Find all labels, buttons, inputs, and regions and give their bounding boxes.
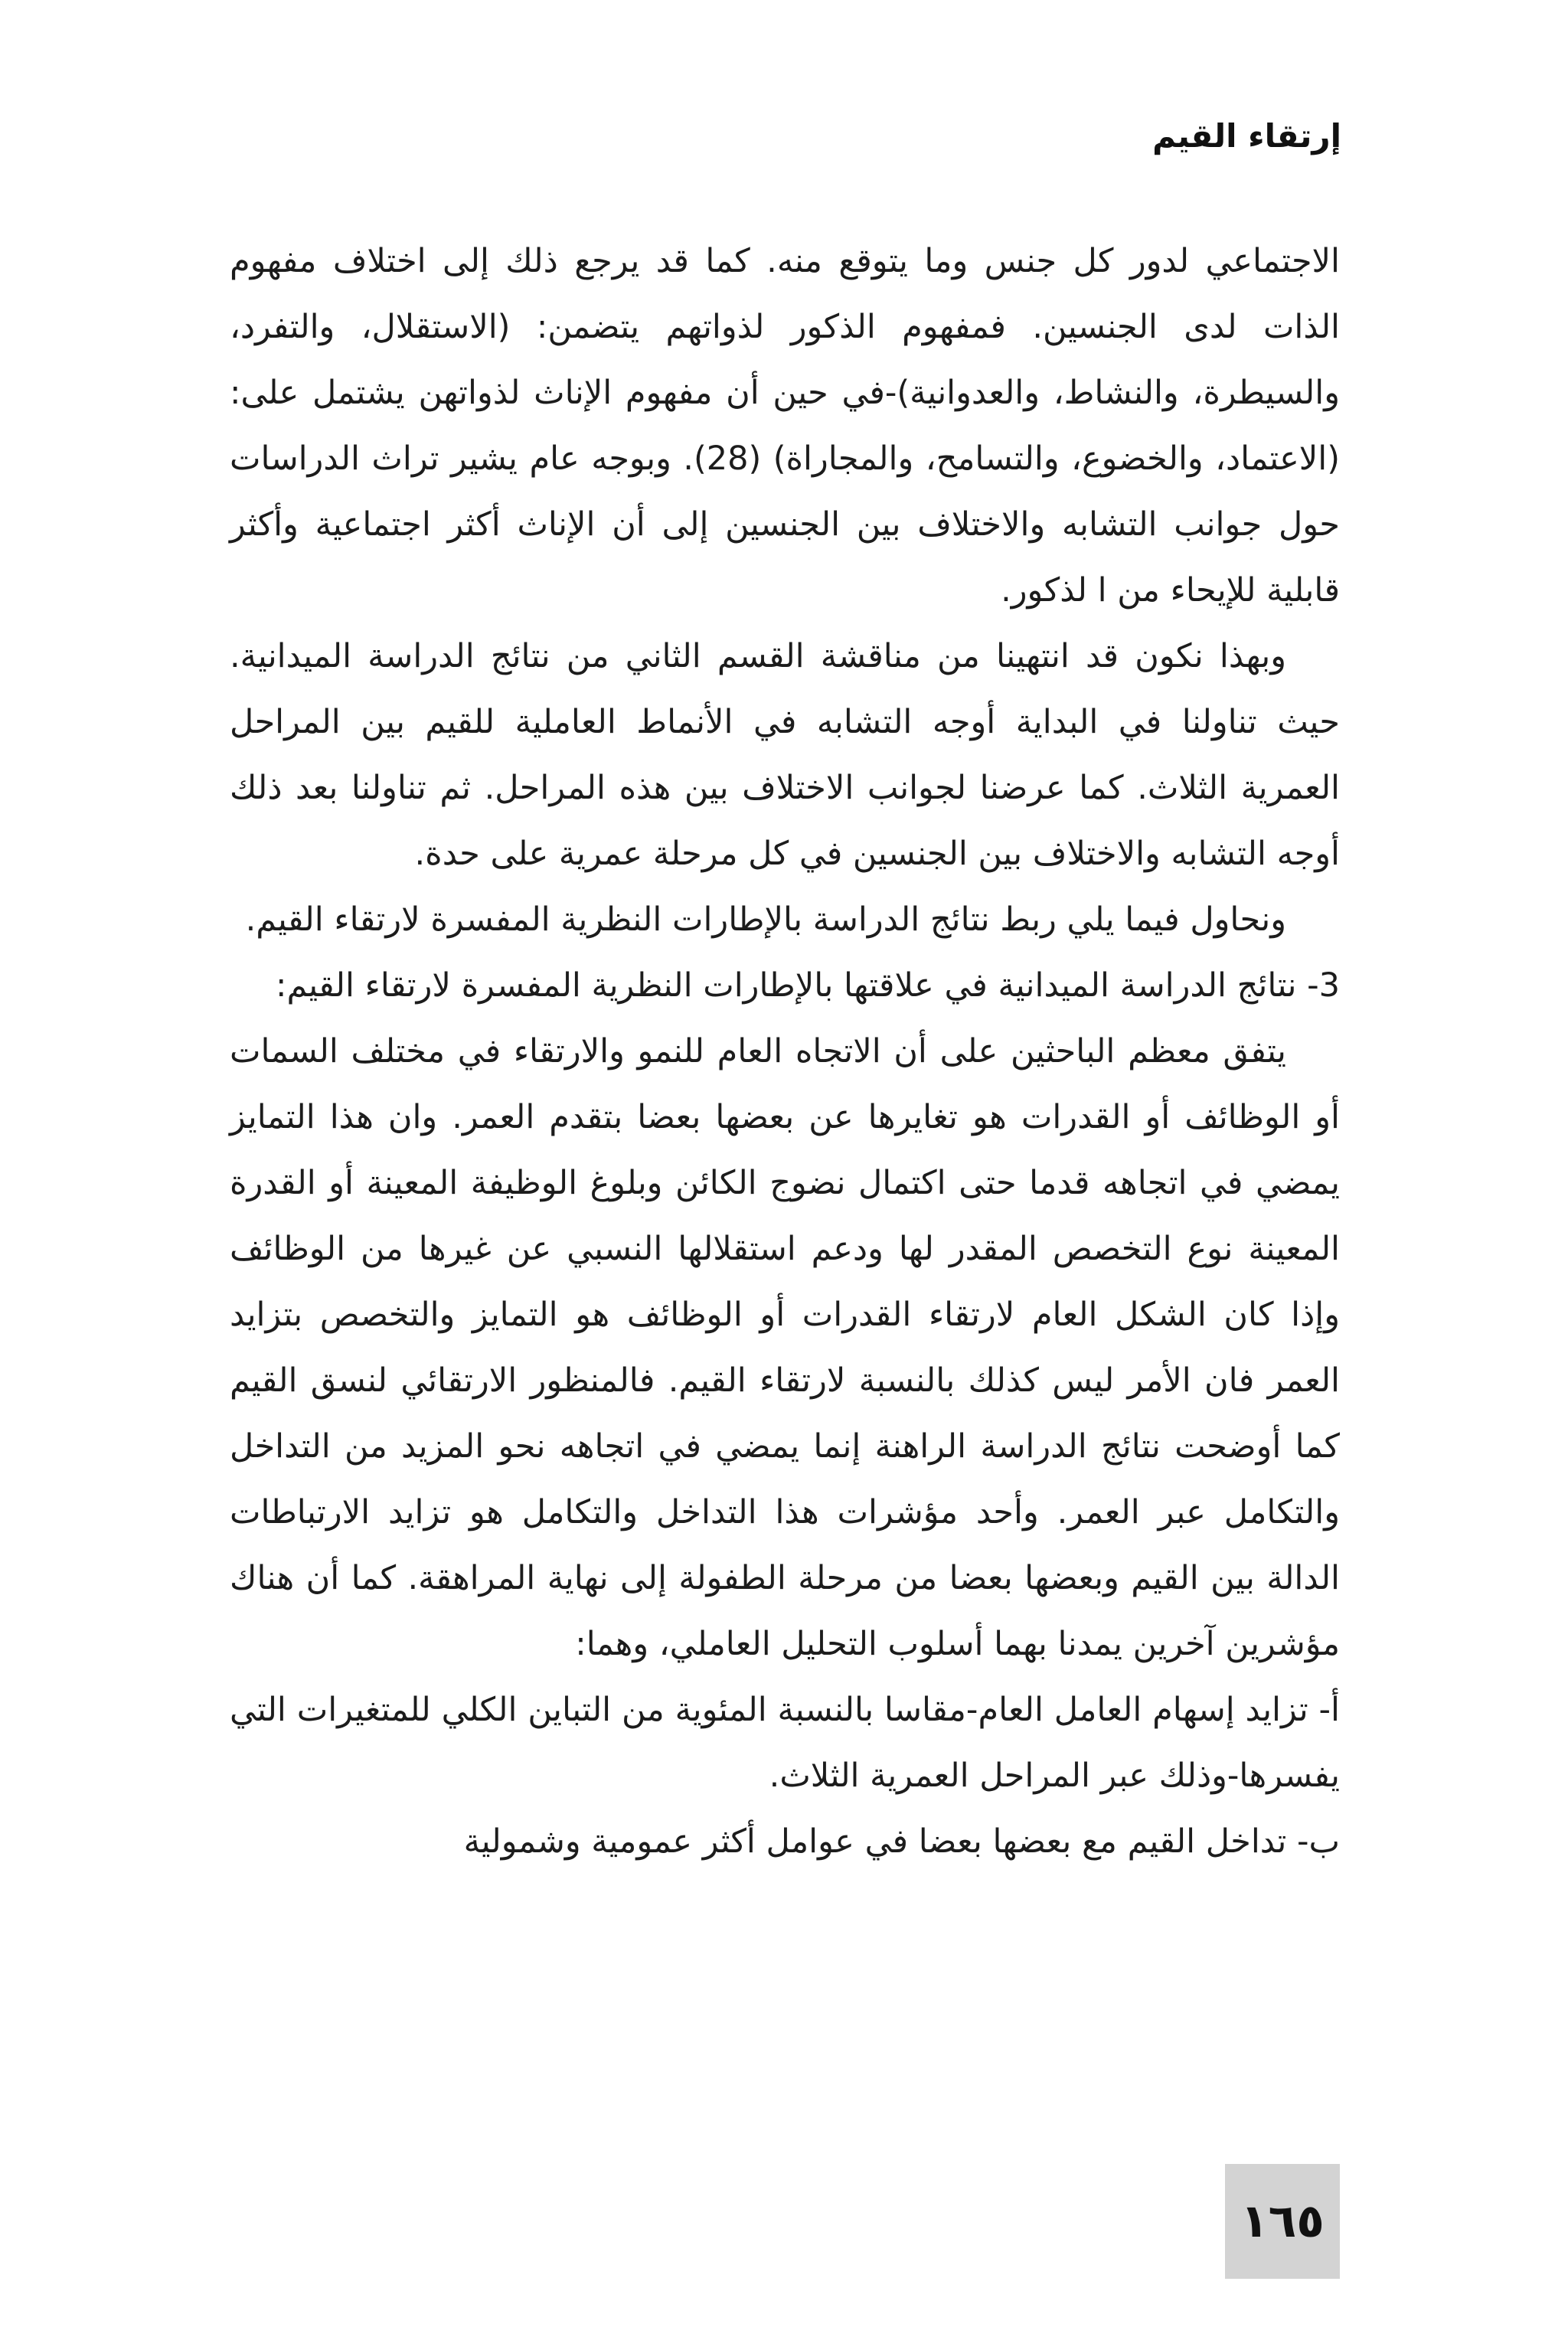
running-header-title: إرتقاء القيم <box>1152 117 1341 155</box>
page-number-box <box>1225 2164 1340 2279</box>
body-text <box>230 228 1340 1874</box>
list-item-b: ب- تداخل القيم مع بعضها بعضا في عوامل أكثر عمومية وشمولية <box>463 1822 1340 1861</box>
section-heading-3: 3- نتائج الدراسة الميدانية في علاقتها بالإطارات النظرية المفسرة لارتقاء القيم: <box>276 966 1340 1005</box>
list-item-a: أ- تزايد إسهام العامل العام-مقاسا بالنسبة المئوية من التباين الكلي للمتغيرات التي يفسرها-وذلك عبر المراحل العمرية الثلاث. <box>230 1691 1340 1795</box>
paragraph-4: يتفق معظم الباحثين على أن الاتجاه العام للنمو والارتقاء في مختلف السمات أو الوظائف أو القدرات هو تغايرها عن بعضها بعضا بتقدم العمر. وان هذا التمايز يمضي في اتجاهه قدما حتى اكتمال نضوج الكائن وبلوغ الوظيفة المعينة أو القدرة المعينة نوع التخصص المقدر لها ودعم استقلالها النسبي عن غيرها من الوظائف وإذا كان الشكل العام لارتقاء القدرات أو الوظائف هو التمايز والتخصص بتزايد العمر فان الأمر ليس كذلك بالنسبة لارتقاء القيم. فالمنظور الارتقائي لنسق القيم كما أوضحت نتائج الدراسة الراهنة إنما يمضي في اتجاهه نحو المزيد من التداخل والتكامل عبر العمر. وأحد مؤشرات هذا التداخل والتكامل هو تزايد الارتباطات الدالة بين القيم وبعضها بعضا من مرحلة الطفولة إلى نهاية المراهقة. كما أن هناك مؤشرين آخرين يمدنا بهما أسلوب التحليل العاملي، وهما: <box>230 1032 1340 1663</box>
paragraph-2: وبهذا نكون قد انتهينا من مناقشة القسم الثاني من نتائج الدراسة الميدانية. حيث تناولنا في البداية أوجه التشابه في الأنماط العاملية للقيم بين المراحل العمرية الثلاث. كما عرضنا لجوانب الاختلاف بين هذه المراحل. ثم تناولنا بعد ذلك أوجه التشابه والاختلاف بين الجنسين في كل مرحلة عمرية على حدة. <box>230 637 1340 873</box>
paragraph-1: الاجتماعي لدور كل جنس وما يتوقع منه. كما قد يرجع ذلك إلى اختلاف مفهوم الذات لدى الجنسين. فمفهوم الذكور لذواتهم يتضمن: (الاستقلال، والتفرد، والسيطرة، والنشاط، والعدوانية)-في حين أن مفهوم الإناث لذواتهن يشتمل على: (الاعتماد، والخضوع، والتسامح، والمجاراة) (28). وبوجه عام يشير تراث الدراسات حول جوانب التشابه والاختلاف بين الجنسين إلى أن الإناث أكثر اجتماعية وأكثر قابلية للإيحاء من ا لذكور. <box>230 242 1340 610</box>
paragraph-3: ونحاول فيما يلي ربط نتائج الدراسة بالإطارات النظرية المفسرة لارتقاء القيم. <box>245 900 1286 939</box>
page-number: ١٦٥ <box>1240 2195 1325 2248</box>
